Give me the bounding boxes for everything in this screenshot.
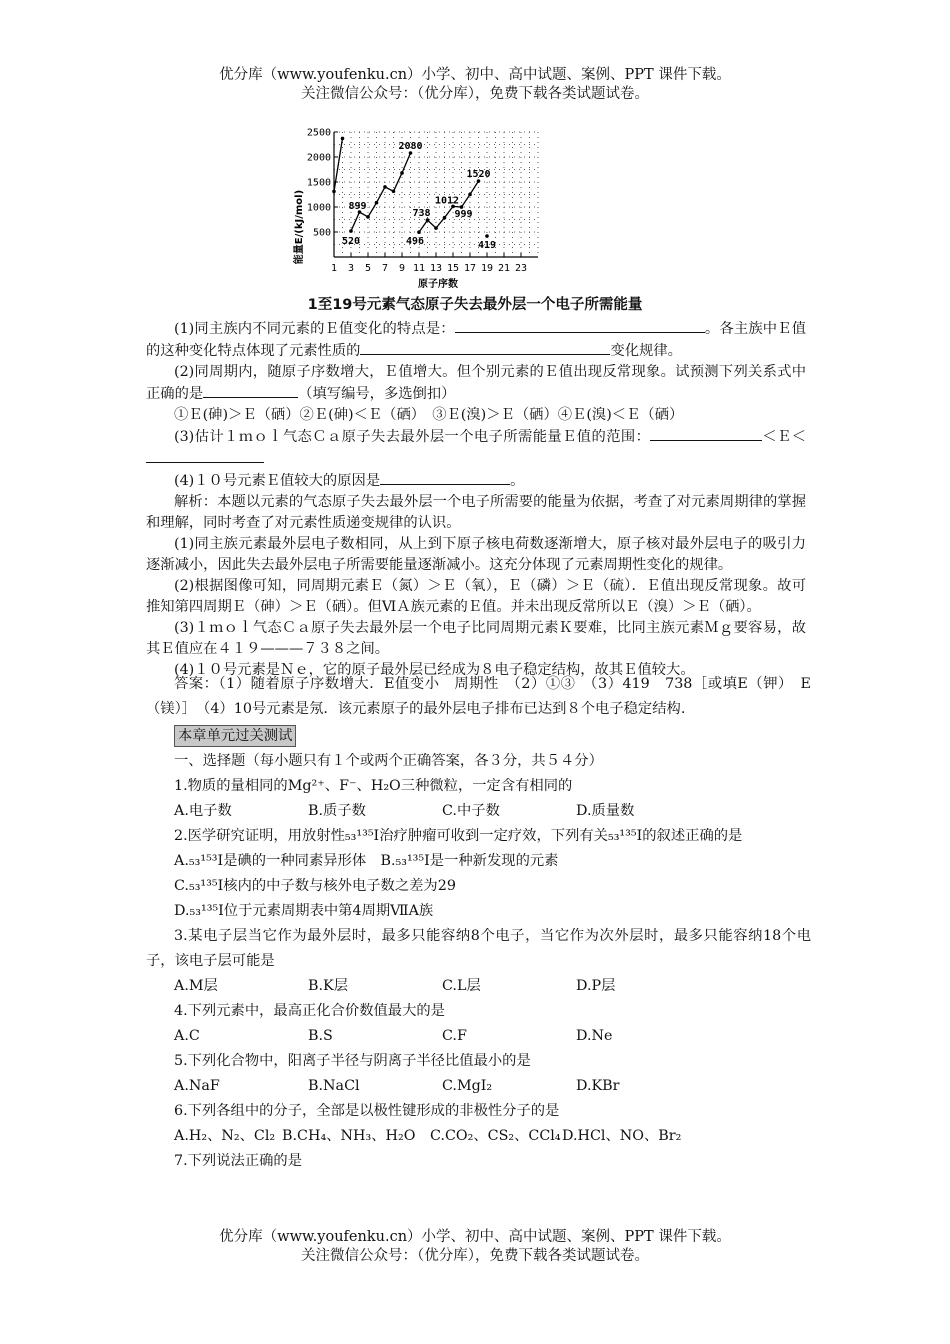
series-line	[334, 138, 343, 191]
data-point	[341, 137, 345, 141]
question-block	[146, 318, 806, 681]
x-tick-label: 21	[497, 263, 511, 274]
x-tick-label: 19	[480, 263, 494, 274]
data-point	[332, 190, 336, 194]
mc-3-option-d[interactable]: D.P层	[576, 978, 616, 994]
mc-2-option-c[interactable]: C.₅₃¹³⁵I核内的中子数与核外电子数之差为29	[174, 878, 456, 894]
mc-5-option-a[interactable]: A.NaF	[174, 1078, 220, 1094]
section-title: 本章单元过关测试	[174, 725, 296, 747]
mc-3-option-c[interactable]: C.L层	[442, 978, 481, 994]
y-tick-label: 500	[312, 227, 331, 239]
x-tick-label: 7	[381, 263, 389, 274]
mc-6-stem: 6.下列各组中的分子，全部是以极性键形成的非极性分子的是	[174, 1103, 560, 1119]
q3-blank-2[interactable]	[146, 448, 264, 463]
footer-line-2: 关注微信公众号：（优分库），免费下载各类试题试卷。	[301, 1248, 649, 1264]
mc-3-option-b[interactable]: B.K层	[308, 978, 349, 994]
q1-text: (1)同主族内不同元素的Ｅ值变化的特点是：	[174, 321, 455, 337]
data-label: 999	[454, 209, 473, 221]
mc-4-option-d[interactable]: D.Ne	[576, 1028, 613, 1044]
page-header	[0, 66, 950, 104]
q3-blank-1b[interactable]	[734, 426, 762, 441]
ionization-energy-chart	[288, 122, 558, 294]
y-tick-label: 1500	[306, 177, 331, 189]
header-line-2: 关注微信公众号：（优分库），免费下载各类试题试卷。	[301, 86, 649, 102]
q2-options: ①Ｅ(砷)＞Ｅ（硒）②Ｅ(砷)＜Ｅ（硒） ③Ｅ(溴)＞Ｅ（硒）④Ｅ(溴)＜Ｅ（硒）	[174, 407, 684, 423]
y-tick-label: 2500	[306, 127, 331, 139]
data-label: 419	[477, 240, 497, 252]
analysis-intro: 解析：本题以元素的气态原子失去最外层一个电子所需要的能量为依据，考查了对元素周期律的掌握和理解，同时考查了对元素性质递变规律的认识。	[146, 494, 806, 531]
answer-and-test	[146, 672, 811, 1174]
data-label: 1012	[434, 195, 460, 207]
data-label: 496	[405, 236, 425, 248]
data-point	[375, 201, 379, 205]
mc-5-option-c[interactable]: C.MgI₂	[442, 1078, 493, 1094]
mc-5-stem: 5.下列化合物中，阳离子半径与阴离子半径比值最小的是	[174, 1053, 531, 1069]
mc-7-stem: 7.下列说法正确的是	[174, 1153, 303, 1169]
mc-5-options	[146, 1074, 811, 1099]
data-point	[400, 171, 404, 175]
analysis-2: (2)根据图像可知，同周期元素Ｅ（氮）＞Ｅ（氧），Ｅ（磷）＞Ｅ（硫）．Ｅ值出现反常现象。故可推知第四周期Ｅ（砷）＞Ｅ（硒）。但ⅥＡ族元素的Ｅ值。并未出现反常所以Ｅ（溴）＞Ｅ（硒）。	[146, 578, 806, 615]
mc-4-option-b[interactable]: B.S	[308, 1028, 333, 1044]
mc-4-option-a[interactable]: A.C	[174, 1028, 200, 1044]
data-point	[392, 190, 396, 194]
mc-6-option-b[interactable]: B.CH₄、NH₃、H₂O	[282, 1128, 416, 1144]
mc-2-option-ab[interactable]: A.₅₃¹⁵³I是碘的一种同素异形体 B.₅₃¹³⁵I是一种新发现的元素	[174, 853, 559, 869]
data-point	[443, 216, 447, 220]
mc-6-option-d[interactable]: D.HCl、NO、Br₂	[562, 1128, 682, 1144]
y-tick-label: 2000	[306, 152, 331, 164]
y-tick-label: 1000	[306, 202, 331, 214]
mc-1-option-a[interactable]: A.电子数	[174, 803, 232, 819]
q1-blank[interactable]	[455, 318, 705, 333]
q2-blank[interactable]	[203, 383, 298, 398]
q2-text: (2)同周期内，随原子序数增大，Ｅ值增大。但个别元素的Ｅ值出现反常现象。试预测下列关系式中正确的是	[146, 364, 806, 402]
mc-3-option-a[interactable]: A.M层	[174, 978, 218, 994]
x-tick-label: 3	[347, 263, 355, 274]
mc-5-option-b[interactable]: B.NaCl	[308, 1078, 360, 1094]
data-point	[434, 226, 438, 230]
mc-1-stem: 1.物质的量相同的Mg²⁺、F⁻、H₂O三种微粒，一定含有相同的	[174, 778, 573, 794]
chart-title: 1至19号元素气态原子失去最外层一个电子所需能量	[307, 297, 643, 313]
q1-end: 。各主族中Ｅ值的这种变化特点体现了元素性质的	[146, 321, 807, 359]
x-tick-label: 9	[398, 263, 406, 274]
data-label: 1520	[466, 169, 491, 180]
data-point	[485, 234, 489, 238]
header-line-1: 优分库（www.youfenku.cn）小学、初中、高中试题、案例、PPT 课件下载。	[219, 67, 731, 83]
data-label: 899	[348, 201, 367, 213]
mc-6-option-c[interactable]: C.CO₂、CS₂、CCl₄	[430, 1128, 561, 1144]
mc-4-options	[146, 1024, 811, 1049]
q4-end: 。	[510, 473, 525, 489]
mc-6-option-a[interactable]: A.H₂、N₂、Cl₂	[174, 1128, 276, 1144]
mc-6-options	[146, 1124, 811, 1149]
mc-1-option-b[interactable]: B.质子数	[308, 803, 366, 819]
x-tick-label: 23	[514, 263, 528, 274]
data-point	[417, 230, 421, 234]
x-tick-label: 15	[446, 263, 460, 274]
q3-mid: ＜Ｅ＜	[762, 429, 807, 445]
mc-5-option-d[interactable]: D.KBr	[576, 1078, 620, 1094]
mc-3-stem: 3.某电子层当它作为最外层时，最多只能容纳8个电子，当它作为次外层时，最多只能容纳18个电子，该电子层可能是	[146, 928, 811, 969]
q2-end: （填写编号，多选倒扣）	[298, 386, 456, 402]
data-point	[468, 193, 472, 197]
mc-1-options	[146, 799, 811, 824]
section-instructions: 一、选择题（每小题只有１个或两个正确答案，各３分，共５４分）	[174, 753, 603, 769]
mc-1-option-c[interactable]: C.中子数	[442, 803, 500, 819]
mc-2-option-d[interactable]: D.₅₃¹³⁵I位于元素周期表中第4周期ⅦA族	[174, 903, 434, 919]
data-point	[383, 185, 387, 189]
mc-3-options	[146, 974, 811, 999]
mc-1-option-d[interactable]: D.质量数	[576, 803, 635, 819]
data-label: 2080	[398, 141, 423, 152]
mc-2-stem: 2.医学研究证明，用放射性₅₃¹³⁵I治疗肿瘤可收到一定疗效，下列有关₅₃¹³⁵I的叙述正确的是	[174, 828, 743, 844]
chart-y-label: 能量E/(kJ/mol)	[294, 189, 305, 265]
x-tick-label: 11	[412, 263, 426, 274]
x-tick-label: 17	[463, 263, 477, 274]
q1-blank-2[interactable]	[360, 340, 610, 355]
analysis-4: (4)１０号元素是Ｎｅ，它的原子最外层已经成为８电子稳定结构，故其Ｅ值较大。	[174, 662, 695, 678]
analysis-1: (1)同主族元素最外层电子数相同，从上到下原子核电荷数逐渐增大，原子核对最外层电子的吸引力逐渐减小，因此失去最外层电子所需要能量逐渐减小。这充分体现了元素周期性变化的规律。	[146, 536, 806, 573]
data-point	[366, 215, 370, 219]
chart-x-label: 原子序数	[418, 279, 458, 290]
x-tick-label: 13	[429, 263, 443, 274]
q3-text: (3)估计１ｍｏｌ气态Ｃａ原子失去最外层一个电子所需能量Ｅ值的范围：	[174, 429, 651, 445]
data-point	[349, 229, 353, 233]
x-tick-label: 1	[330, 263, 338, 274]
footer-line-1: 优分库（www.youfenku.cn）小学、初中、高中试题、案例、PPT 课件下载。	[219, 1229, 731, 1245]
q4-blank[interactable]	[380, 470, 510, 485]
q1-end2: 变化规律。	[610, 343, 682, 359]
data-label: 520	[341, 236, 361, 247]
x-tick-label: 5	[364, 263, 372, 274]
mc-4-option-c[interactable]: C.F	[442, 1028, 467, 1044]
data-label: 738	[412, 208, 431, 220]
analysis-3: (3)１ｍｏｌ气态Ｃａ原子失去最外层一个电子比同周期元素Ｋ要难，比同主族元素Ｍｇ要容易，故其Ｅ值应在４１９———７３８之间。	[146, 620, 806, 657]
answer-text: 答案：（1）随着原子序数增大．E值变小 周期性 （2）①③ （3）419 738［或填E（钾） E（镁）］ （4）10号元素是氖．该元素原子的最外层电子排布已达到８个电子稳定结构.	[146, 676, 811, 717]
mc-4-stem: 4.下列元素中，最高正化合价数值最大的是	[174, 1003, 445, 1019]
page-footer	[0, 1228, 950, 1266]
q4-text: (4)１０号元素Ｅ值较大的原因是	[174, 473, 381, 489]
q3-blank-1[interactable]	[650, 426, 734, 441]
